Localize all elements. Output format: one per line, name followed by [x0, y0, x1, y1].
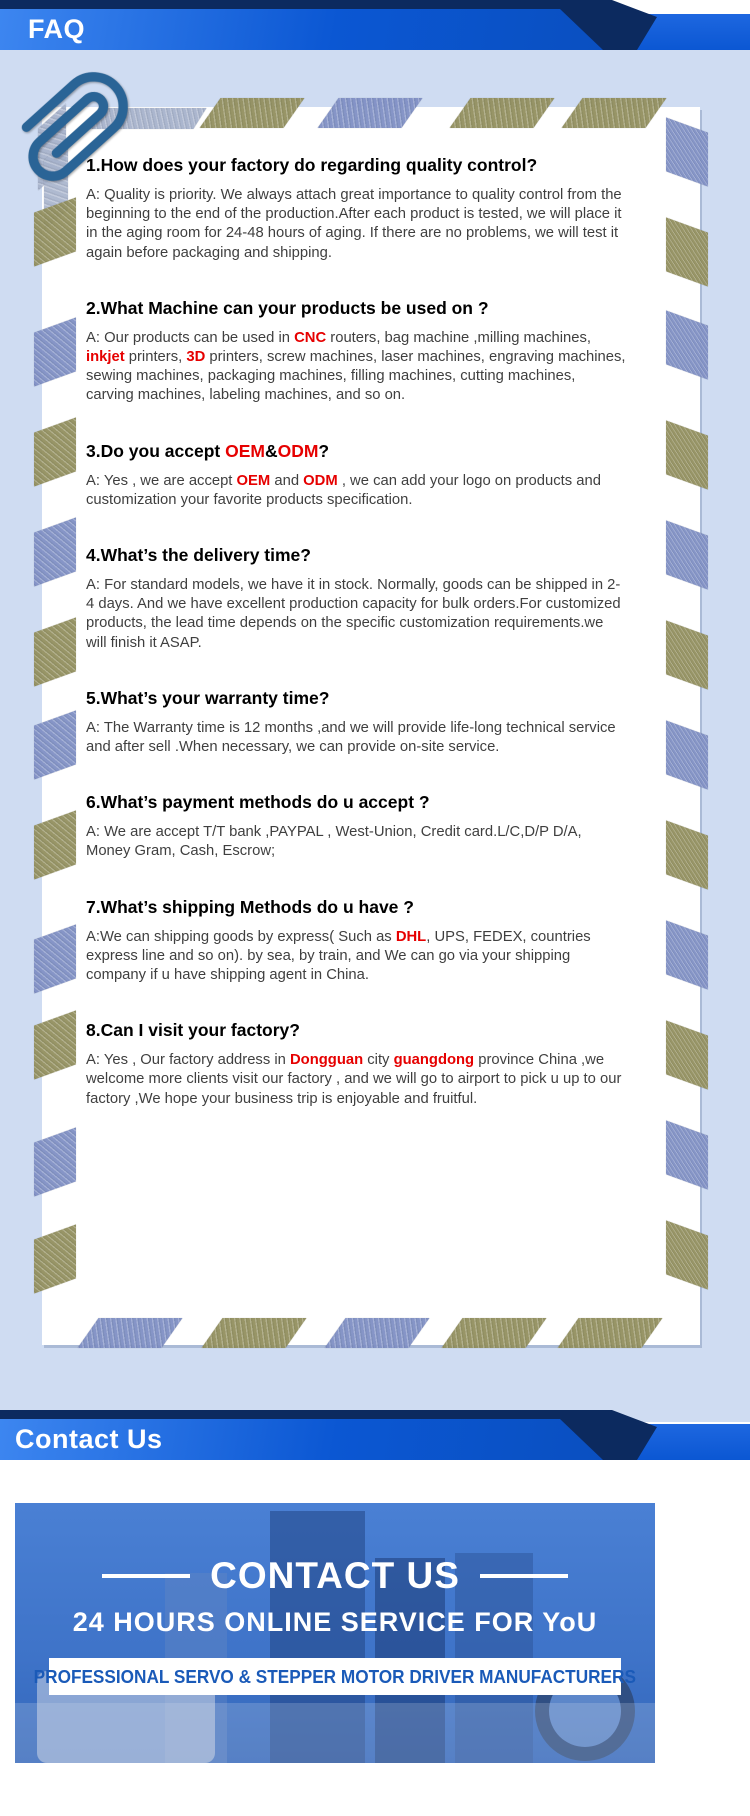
- highlighted-text: 3D: [186, 349, 206, 366]
- contact-banner-heading: CONTACT US: [210, 1555, 460, 1596]
- faq-answer: [86, 186, 626, 263]
- faq-paper-card: [42, 107, 700, 1345]
- faq-item: [86, 439, 626, 510]
- highlighted-text: DHL: [395, 928, 427, 945]
- highlighted-text: OEM: [225, 440, 265, 461]
- text-segment: 3.Do you accept: [86, 440, 226, 461]
- text-segment: 6.What’s payment methods do u accept ?: [86, 792, 430, 813]
- text-segment: A: We are accept T/T bank ,PAYPAL , West-Union, Credit card.L/C,D/P D/A, Money Gram, Cash, Escrow;: [86, 824, 582, 860]
- faq-answer: [86, 823, 626, 861]
- text-segment: , UPS, FEDEX, countries express line and so on). by sea, by train, and We can go via your shipping company if u have shipping agent in China.: [86, 928, 591, 984]
- faq-item: [86, 296, 626, 406]
- faq-item: [86, 1018, 626, 1109]
- faq-question: [86, 895, 626, 919]
- text-segment: A: Our products can be used in: [86, 329, 295, 346]
- faq-question: [86, 543, 626, 567]
- faq-answer: [86, 576, 626, 653]
- text-segment: 7.What’s shipping Methods do u have ?: [86, 896, 414, 917]
- text-segment: ?: [318, 440, 330, 461]
- faq-question: [86, 1018, 626, 1042]
- faq-item: [86, 153, 626, 263]
- text-segment: 2.What Machine can your products be used on ?: [86, 297, 489, 318]
- highlighted-text: Dongguan: [289, 1052, 364, 1069]
- faq-item: [86, 543, 626, 653]
- text-segment: 1.How does your factory do regarding quality control?: [86, 155, 538, 175]
- text-segment: A:We can shipping goods by express( Such as: [86, 928, 396, 945]
- contact-banner-strip-text: PROFESSIONAL SERVO & STEPPER MOTOR DRIVER MANUFACTURERS: [33, 1665, 637, 1687]
- text-segment: 4.What’s the delivery time?: [86, 545, 311, 566]
- faq-question: [86, 439, 626, 463]
- text-segment: A: Yes , we are accept: [86, 472, 237, 489]
- faq-question: [86, 296, 626, 320]
- banner-heading-row: [102, 1555, 568, 1597]
- heading-dash-right: [480, 1574, 568, 1578]
- text-segment: A: Yes , Our factory address in: [86, 1052, 290, 1069]
- faq-question: [86, 686, 626, 710]
- faq-answer: [86, 719, 626, 757]
- text-segment: printers, screw machines, laser machines, engraving machines, sewing machines, packaging machines, filling machines, cutting machines, carving machines, labeling machines, and so on.: [86, 349, 626, 404]
- contact-section-body: [0, 1460, 750, 1816]
- text-segment: A: Quality is priority. We always attach great importance to quality control from the beginning to the end of the production.After each product is tested, we will place it in the aging room for 24-48 hours of aging. If there are no problems, we will test it again before packaging and shipping.: [86, 187, 622, 261]
- faq-answer: [86, 928, 626, 986]
- highlighted-text: CNC: [294, 329, 327, 346]
- faq-question: [86, 153, 626, 177]
- faq-section-background: [0, 50, 750, 1422]
- paperclip-icon: [10, 47, 136, 203]
- faq-answer: [86, 472, 626, 510]
- text-segment: city: [363, 1052, 394, 1069]
- contact-section-title: Contact Us: [15, 1424, 163, 1454]
- text-segment: &: [264, 440, 278, 461]
- faq-section-header: [0, 0, 750, 50]
- faq-section-title: FAQ: [28, 14, 86, 44]
- contact-banner-subheading: 24 HOURS ONLINE SERVICE FOR YoU: [72, 1607, 598, 1637]
- contact-banner: [15, 1503, 655, 1763]
- banner-haze: [15, 1703, 655, 1763]
- highlighted-text: ODM: [277, 440, 319, 461]
- text-segment: printers,: [124, 349, 187, 366]
- contact-banner-strip: [33, 1658, 637, 1695]
- highlighted-text: inkjet: [86, 349, 125, 366]
- highlighted-text: OEM: [236, 472, 271, 489]
- ribbon-bar-left: [0, 8, 608, 50]
- faq-answer: [86, 1051, 626, 1109]
- text-segment: province China ,we welcome more clients visit our factory , and we will go to airport to pick u up to our factory ,We hope your business trip is enjoyable and fruitful.: [86, 1052, 622, 1107]
- faq-item: [86, 790, 626, 861]
- faq-question: [86, 790, 626, 814]
- text-segment: routers, bag machine ,milling machines,: [326, 329, 591, 346]
- contact-section-header: [0, 1410, 750, 1460]
- text-segment: , we can add your logo on products and customization your favorite products specification.: [86, 472, 601, 508]
- text-segment: and: [270, 472, 304, 489]
- faq-item: [86, 895, 626, 986]
- faq-item: [86, 686, 626, 757]
- banner-content: [15, 1503, 655, 1695]
- text-segment: A: For standard models, we have it in stock. Normally, goods can be shipped in 2-4 days. And we have excellent production capacity for bulk orders.For customized products, the lead time depends on the specific customization requirements.we will finish it ASAP.: [86, 577, 621, 651]
- faq-answer: [86, 329, 626, 406]
- text-segment: 8.Can I visit your factory?: [86, 1020, 300, 1041]
- highlighted-text: ODM: [303, 472, 338, 489]
- heading-dash-left: [102, 1574, 190, 1578]
- text-segment: A: The Warranty time is 12 months ,and we will provide life-long technical service and after sell .When necessary, we can provide on-site service.: [86, 719, 616, 756]
- text-segment: 5.What’s your warranty time?: [86, 687, 330, 708]
- highlighted-text: guangdong: [393, 1052, 475, 1069]
